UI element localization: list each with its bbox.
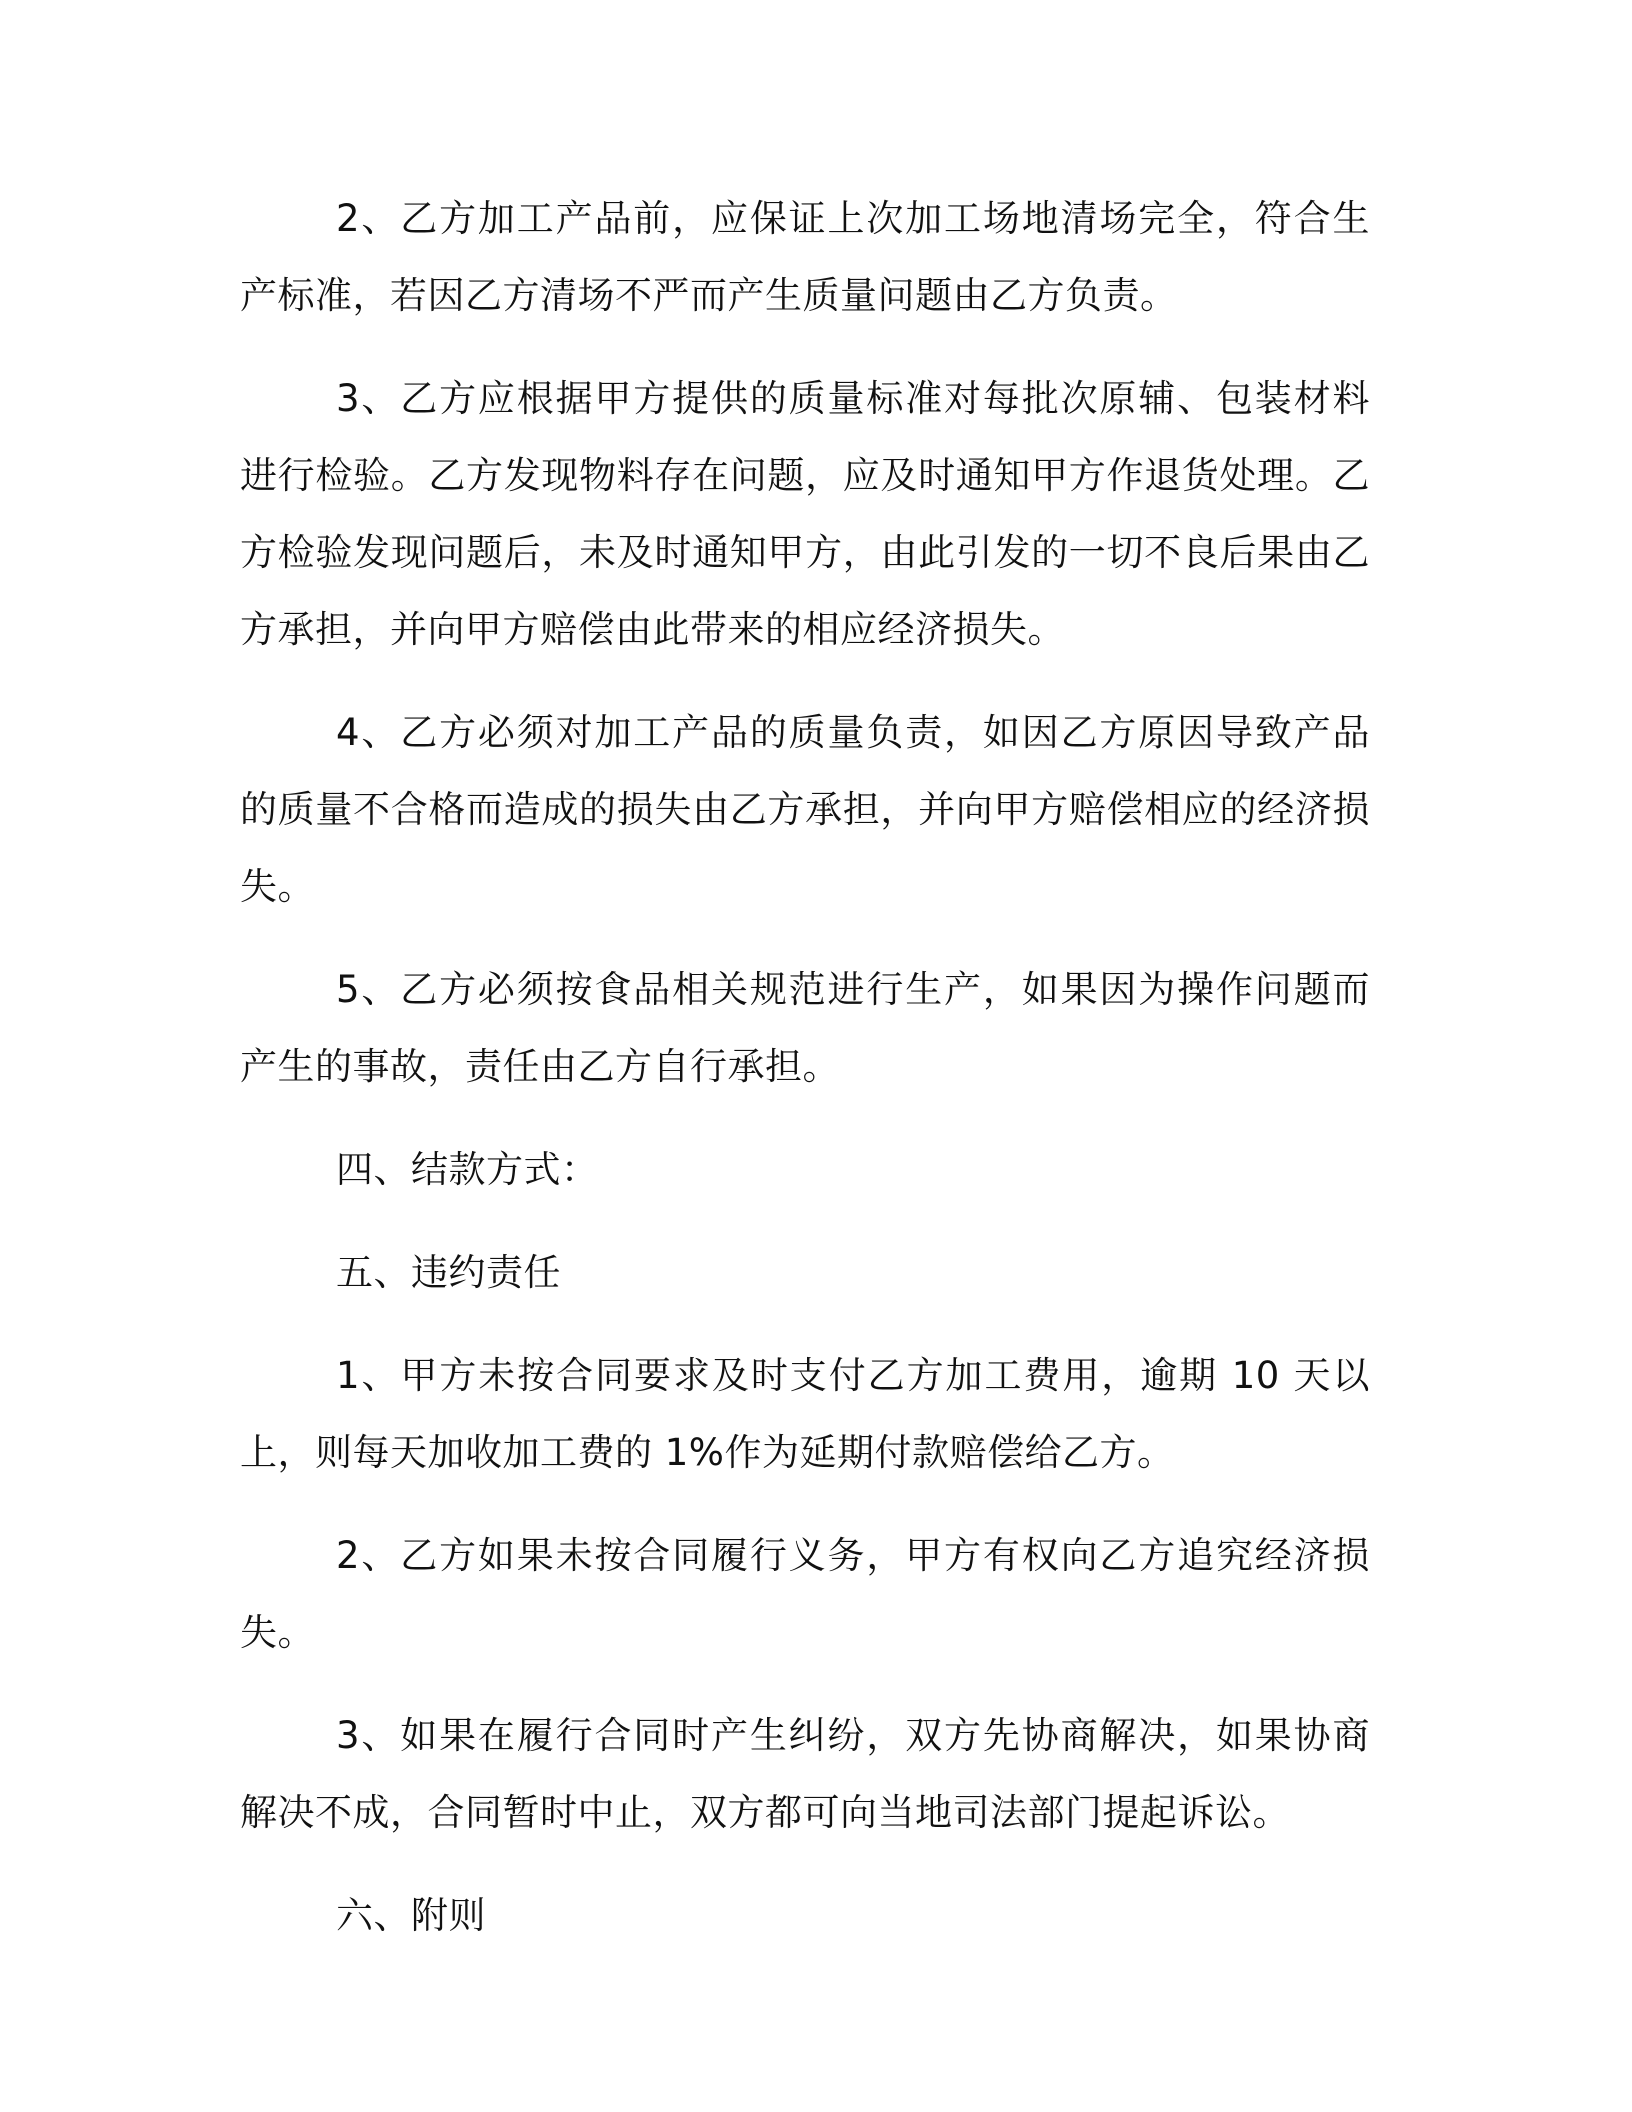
clause-5-3: 3、如果在履行合同时产生纠纷，双方先协商解决，如果协商解决不成，合同暂时中止，双方都可向当地司法部门提起诉讼。 bbox=[240, 1714, 1370, 1834]
section-heading-payment: 四、结款方式： bbox=[336, 1148, 599, 1191]
clause-5-2: 2、乙方如果未按合同履行义务，甲方有权向乙方追究经济损失。 bbox=[240, 1534, 1370, 1654]
clause-3-3: 3、乙方应根据甲方提供的质量标准对每批次原辅、包装材料进行检验。乙方发现物料存在问题，应及时通知甲方作退货处理。乙方检验发现问题后，未及时通知甲方，由此引发的一切不良后果由乙方承担，并向甲方赔偿由此带来的相应经济损失。 bbox=[240, 377, 1370, 651]
clause-3-4: 4、乙方必须对加工产品的质量负责，如因乙方原因导致产品的质量不合格而造成的损失由乙方承担，并向甲方赔偿相应的经济损失。 bbox=[240, 711, 1370, 908]
clause-5-1: 1、甲方未按合同要求及时支付乙方加工费用，逾期 10 天以上，则每天加收加工费的 1%作为延期付款赔偿给乙方。 bbox=[240, 1354, 1370, 1474]
clause-3-2: 2、乙方加工产品前，应保证上次加工场地清场完全，符合生产标准，若因乙方清场不严而产生质量问题由乙方负责。 bbox=[240, 197, 1370, 317]
document-body bbox=[240, 180, 1370, 1980]
section-heading-liability: 五、违约责任 bbox=[336, 1251, 561, 1294]
clause-3-5: 5、乙方必须按食品相关规范进行生产，如果因为操作问题而产生的事故，责任由乙方自行承担。 bbox=[240, 968, 1370, 1088]
section-heading-appendix: 六、附则 bbox=[336, 1894, 486, 1937]
